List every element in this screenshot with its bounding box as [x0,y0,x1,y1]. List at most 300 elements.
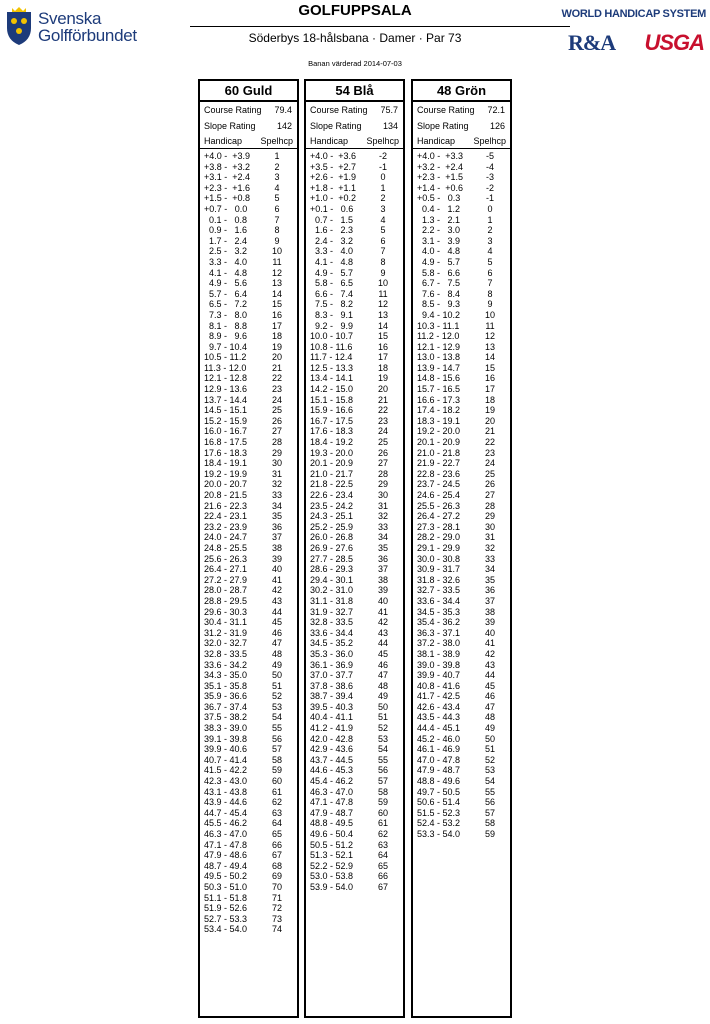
playing-handicap: 16 [377,341,388,352]
handicap-range: 5.8 - 6.5 [310,278,354,289]
crest-icon [4,6,34,46]
table-row [306,744,403,755]
table-row [306,882,403,893]
table-row [413,585,510,596]
playing-handicap: 52 [271,691,282,702]
handicap-range: 15.7 - 16.5 [417,384,461,395]
handicap-range: 36.3 - 37.1 [417,627,461,638]
table-row [306,787,403,798]
handicap-range: 9.7 - 10.4 [204,341,248,352]
table-row [306,204,403,215]
table-row [200,712,297,723]
handicap-range: 13.0 - 13.8 [417,352,461,363]
handicap-range: 19.2 - 20.0 [417,426,461,437]
playing-handicap: 42 [377,617,388,628]
handicap-range: 47.1 - 47.8 [204,839,248,850]
playing-handicap: 29 [271,447,282,458]
playing-handicap: 49 [271,659,282,670]
playing-handicap: 47 [484,701,495,712]
table-row [413,236,510,247]
handicap-range: 3.3 - 4.0 [204,256,248,267]
tee-table-green [411,79,512,1018]
playing-handicap: 28 [271,437,282,448]
playing-handicap: 7 [274,214,280,225]
handicap-range: 16.7 - 17.5 [310,415,354,426]
handicap-range: 51.3 - 52.1 [310,850,354,861]
handicap-range: 47.1 - 47.8 [310,797,354,808]
playing-handicap: 13 [377,309,388,320]
table-row [200,787,297,798]
table-row [200,596,297,607]
handicap-range: 27.7 - 28.5 [310,553,354,564]
playing-handicap: 65 [377,860,388,871]
handicap-range: 0.7 - 1.5 [310,214,354,225]
slope-rating-value: 126 [489,121,505,131]
playing-handicap: -5 [485,151,494,161]
playing-handicap: 33 [271,490,282,500]
handicap-range: 51.5 - 52.3 [417,807,461,818]
playing-handicap: 28 [484,500,495,511]
table-row [200,204,297,215]
table-row [306,342,403,353]
handicap-range: 24.6 - 25.4 [417,490,461,500]
handicap-range: 32.7 - 33.5 [417,585,461,596]
handicap-range: 13.7 - 14.4 [204,394,248,405]
usga-logo-text: USGA [644,30,704,55]
playing-handicap: 37 [271,532,282,543]
table-row [200,193,297,204]
table-row [306,246,403,257]
handicap-range: 51.1 - 51.8 [204,892,248,903]
table-row [413,246,510,257]
table-row [200,660,297,671]
handicap-range: 53.4 - 54.0 [204,924,248,935]
handicap-range: 45.2 - 46.0 [417,733,461,744]
playing-handicap: 9 [380,267,386,278]
handicap-range: 8.5 - 9.3 [417,299,461,310]
table-row [306,363,403,374]
handicap-range: 46.3 - 47.0 [204,829,248,839]
table-row [306,543,403,554]
table-row [413,755,510,766]
table-row [306,426,403,437]
playing-handicap: 26 [271,415,282,426]
playing-handicap: 20 [484,415,495,426]
playing-handicap: 61 [377,818,388,829]
playing-handicap: 43 [271,595,282,606]
table-row [306,850,403,861]
handicap-range: +1.5 - +0.8 [204,193,251,204]
handicap-range: 53.3 - 54.0 [417,829,461,839]
spelhcp-column-header: Spelhcp [473,136,506,146]
handicap-range: 17.6 - 18.3 [310,426,354,437]
handicap-range: 24.0 - 24.7 [204,532,248,543]
playing-handicap: 4 [274,182,280,193]
playing-handicap: 21 [271,362,282,373]
table-row [306,405,403,416]
handicap-range: 32.8 - 33.5 [204,648,248,659]
playing-handicap: 11 [272,256,282,267]
table-row [413,395,510,406]
playing-handicap: 27 [271,426,282,437]
table-row [413,373,510,384]
handicap-range: 49.5 - 50.2 [204,871,248,882]
table-row [200,543,297,554]
playing-handicap: 53 [484,765,495,776]
handicap-range: 8.3 - 9.1 [310,309,354,320]
handicap-range: 15.2 - 15.9 [204,415,248,426]
handicap-range: +4.0 - +3.3 [417,151,464,161]
handicap-range: 52.7 - 53.3 [204,913,248,924]
handicap-range: 14.5 - 15.1 [204,405,248,416]
handicap-range: 21.0 - 21.7 [310,468,354,479]
handicap-range: 22.6 - 23.4 [310,490,354,500]
playing-handicap: 48 [484,712,495,723]
table-row [413,363,510,374]
table-row [200,490,297,501]
playing-handicap: 34 [271,500,282,511]
handicap-range: 31.9 - 32.7 [310,606,354,617]
playing-handicap: 8 [487,288,493,299]
table-row [413,829,510,840]
playing-handicap: 47 [377,670,388,681]
handicap-range: 30.0 - 30.8 [417,553,461,564]
table-row [200,246,297,257]
handicap-range: 30.4 - 31.1 [204,617,248,628]
handicap-range: 35.3 - 36.0 [310,648,354,659]
course-rating-row [306,102,403,118]
playing-handicap: 64 [271,818,282,829]
table-row [200,617,297,628]
handicap-range: 32.8 - 33.5 [310,617,354,628]
handicap-range: 29.1 - 29.9 [417,542,461,553]
handicap-range: 7.6 - 8.4 [417,288,461,299]
handicap-range: 21.0 - 21.8 [417,447,461,458]
playing-handicap: 18 [271,331,282,342]
table-row [413,702,510,713]
playing-handicap: 24 [271,394,282,405]
logo-text-line2: Golfförbundet [38,26,137,45]
playing-handicap: 36 [484,585,495,596]
playing-handicap: 58 [484,818,495,829]
handicap-range: 9.2 - 9.9 [310,320,354,331]
handicap-range: 41.5 - 42.2 [204,765,248,776]
handicap-range: 26.4 - 27.2 [417,511,461,522]
playing-handicap: 52 [377,723,388,734]
handicap-range: 44.6 - 45.3 [310,765,354,776]
playing-handicap: 7 [487,278,493,289]
handicap-range: 53.0 - 53.8 [310,871,354,882]
handicap-range: 28.6 - 29.3 [310,564,354,575]
handicap-range: 35.1 - 35.8 [204,680,248,691]
playing-handicap: -1 [485,193,494,204]
playing-handicap: 6 [380,235,386,246]
playing-handicap: 39 [377,585,388,596]
playing-handicap: 54 [377,744,388,755]
handicap-range: 7.5 - 8.2 [310,299,354,310]
table-row [413,162,510,173]
handicap-range: 10.3 - 11.1 [417,320,460,331]
playing-handicap: 46 [271,627,282,638]
playing-handicap: 5 [380,225,386,236]
playing-handicap: 3 [380,203,386,214]
playing-handicap: 29 [377,479,388,490]
playing-handicap: 38 [484,606,495,617]
playing-handicap: 57 [377,776,388,787]
table-row [306,575,403,586]
playing-handicap: 19 [484,405,495,416]
playing-handicap: 2 [380,193,386,204]
playing-handicap: 37 [484,595,495,606]
table-row [413,797,510,808]
playing-handicap: 5 [274,193,280,204]
table-row [413,765,510,776]
playing-handicap: 51 [377,712,388,723]
table-row [306,437,403,448]
table-row [413,723,510,734]
handicap-range: 13.9 - 14.7 [417,362,461,373]
handicap-range: 37.2 - 38.0 [417,638,461,649]
handicap-range: 0.1 - 0.8 [204,214,248,225]
handicap-range: +3.8 - +3.2 [204,161,251,172]
playing-handicap: 8 [274,225,280,236]
playing-handicap: 23 [377,415,388,426]
table-row [306,193,403,204]
table-row [306,522,403,533]
handicap-range: 46.3 - 47.0 [310,786,354,797]
playing-handicap: 40 [484,627,495,638]
playing-handicap: 48 [271,648,282,659]
handicap-range: 53.9 - 54.0 [310,881,354,892]
handicap-range: 4.9 - 5.7 [310,267,354,278]
playing-handicap: 10 [484,309,495,320]
handicap-range: 43.9 - 44.6 [204,797,248,808]
handicap-range: 9.4 - 10.2 [417,309,461,320]
table-row [200,744,297,755]
table-row [413,299,510,310]
handicap-range: 6.6 - 7.4 [310,288,354,299]
table-row [306,617,403,628]
playing-handicap: 15 [377,331,388,342]
table-row [200,511,297,522]
handicap-range: 12.1 - 12.8 [204,373,248,384]
playing-handicap: 60 [271,776,282,787]
handicap-range: 50.6 - 51.4 [417,797,461,808]
table-row [413,342,510,353]
handicap-range: 11.2 - 12.0 [417,331,460,342]
playing-handicap: 45 [377,648,388,659]
rows-container [413,149,510,840]
table-row [413,352,510,363]
page-title: GOLFUPPSALA [298,2,412,19]
playing-handicap: 68 [271,860,282,871]
handicap-range: 3.1 - 3.9 [417,235,461,246]
whs-title: WORLD HANDICAP SYSTEM [561,8,706,20]
playing-handicap: 62 [271,797,282,808]
handicap-range: 39.0 - 39.8 [417,659,461,670]
playing-handicap: 59 [484,829,495,839]
playing-handicap: 33 [484,553,495,564]
table-row [200,268,297,279]
handicap-range: 0.4 - 1.2 [417,203,461,214]
playing-handicap: 24 [484,458,495,469]
table-row [413,193,510,204]
playing-handicap: 35 [377,542,388,553]
table-row [200,575,297,586]
rating-date: Banan värderad 2014-07-03 [308,59,402,68]
table-row [306,765,403,776]
table-row [306,734,403,745]
handicap-range: 38.7 - 39.4 [310,691,354,702]
handicap-range: 45.5 - 46.2 [204,818,248,829]
playing-handicap: 39 [484,617,495,628]
table-row [306,469,403,480]
column-headers [306,134,403,149]
playing-handicap: 10 [377,278,388,289]
handicap-range: 24.8 - 25.5 [204,542,248,553]
table-row [413,458,510,469]
playing-handicap: 20 [377,384,388,395]
playing-handicap: 55 [484,786,495,797]
playing-handicap: 21 [377,394,388,405]
handicap-range: 33.6 - 34.4 [417,595,461,606]
playing-handicap: 49 [377,691,388,702]
table-row [413,787,510,798]
tee-table-gold [198,79,299,1018]
playing-handicap: 63 [377,839,388,850]
handicap-range: 30.9 - 31.7 [417,564,461,575]
playing-handicap: 42 [484,648,495,659]
playing-handicap: 25 [271,405,282,416]
handicap-range: 1.3 - 2.1 [417,214,461,225]
world-handicap-system-logo [556,6,706,58]
table-row [413,501,510,512]
table-row [413,649,510,660]
table-row [306,564,403,575]
playing-handicap: 25 [484,468,495,479]
handicap-range: 21.9 - 22.7 [417,458,461,469]
table-row [200,405,297,416]
slope-rating-label: Slope Rating [204,121,256,131]
handicap-range: 10.8 - 11.6 [310,341,353,352]
table-row [306,501,403,512]
table-row [413,522,510,533]
table-row [306,755,403,766]
handicap-range: 48.7 - 49.4 [204,860,248,871]
table-row [413,437,510,448]
playing-handicap: 52 [484,754,495,765]
handicap-range: 23.7 - 24.5 [417,479,461,490]
playing-handicap: 9 [487,299,493,310]
playing-handicap: 17 [271,320,282,331]
table-row [200,426,297,437]
playing-handicap: 25 [377,437,388,448]
handicap-range: 20.0 - 20.7 [204,479,248,490]
playing-handicap: 55 [377,754,388,765]
column-headers [413,134,510,149]
handicap-range: 33.6 - 34.4 [310,627,354,638]
table-row [413,172,510,183]
table-row [200,151,297,162]
table-row [413,744,510,755]
playing-handicap: 60 [377,807,388,818]
handicap-range: 2.4 - 3.2 [310,235,354,246]
handicap-range: 29.4 - 30.1 [310,574,354,585]
handicap-range: 37.0 - 37.7 [310,670,354,681]
playing-handicap: 17 [377,352,388,363]
handicap-range: 35.9 - 36.6 [204,691,248,702]
handicap-range: 17.6 - 18.3 [204,447,248,458]
table-row [306,723,403,734]
handicap-range: 43.1 - 43.8 [204,786,248,797]
playing-handicap: 18 [377,362,388,373]
table-row [413,183,510,194]
playing-handicap: 22 [484,437,495,448]
table-row [306,702,403,713]
playing-handicap: 19 [377,373,388,384]
table-row [306,162,403,173]
table-row [200,215,297,226]
table-row [200,321,297,332]
course-rating-row [200,102,297,118]
table-row [306,840,403,851]
playing-handicap: 37 [377,564,388,575]
table-row [200,702,297,713]
playing-handicap: 31 [484,532,495,543]
table-row [200,437,297,448]
handicap-range: 31.2 - 31.9 [204,627,248,638]
playing-handicap: 14 [484,352,495,363]
playing-handicap: 10 [271,246,282,257]
playing-handicap: 7 [380,246,386,257]
table-row [306,310,403,321]
table-row [200,162,297,173]
handicap-range: 32.0 - 32.7 [204,638,248,649]
table-row [413,638,510,649]
playing-handicap: 27 [484,490,495,500]
table-row [200,363,297,374]
rows-container [200,149,297,935]
table-row [306,808,403,819]
playing-handicap: 12 [377,299,388,310]
playing-handicap: 3 [487,235,493,246]
handicap-range: 16.0 - 16.7 [204,426,248,437]
playing-handicap: 44 [484,670,495,681]
table-row [413,511,510,522]
playing-handicap: 62 [377,829,388,839]
handicap-range: +0.7 - 0.0 [204,203,248,214]
table-row [413,289,510,300]
playing-handicap: 15 [484,362,495,373]
playing-handicap: 5 [487,256,493,267]
playing-handicap: 33 [377,521,388,532]
handicap-range: +0.1 - 0.6 [310,203,354,214]
table-row [200,871,297,882]
table-row [200,469,297,480]
playing-handicap: 0 [487,203,493,214]
handicap-range: 14.2 - 15.0 [310,384,354,395]
handicap-range: 40.7 - 41.4 [204,754,248,765]
table-row [200,501,297,512]
handicap-range: 1.7 - 2.4 [204,235,248,246]
spelhcp-column-header: Spelhcp [260,136,293,146]
playing-handicap: 31 [271,468,282,479]
handicap-range: 47.0 - 47.8 [417,754,461,765]
handicap-range: 34.5 - 35.3 [417,606,461,617]
handicap-range: 47.9 - 48.6 [204,850,248,861]
playing-handicap: 23 [271,384,282,395]
table-row [200,384,297,395]
